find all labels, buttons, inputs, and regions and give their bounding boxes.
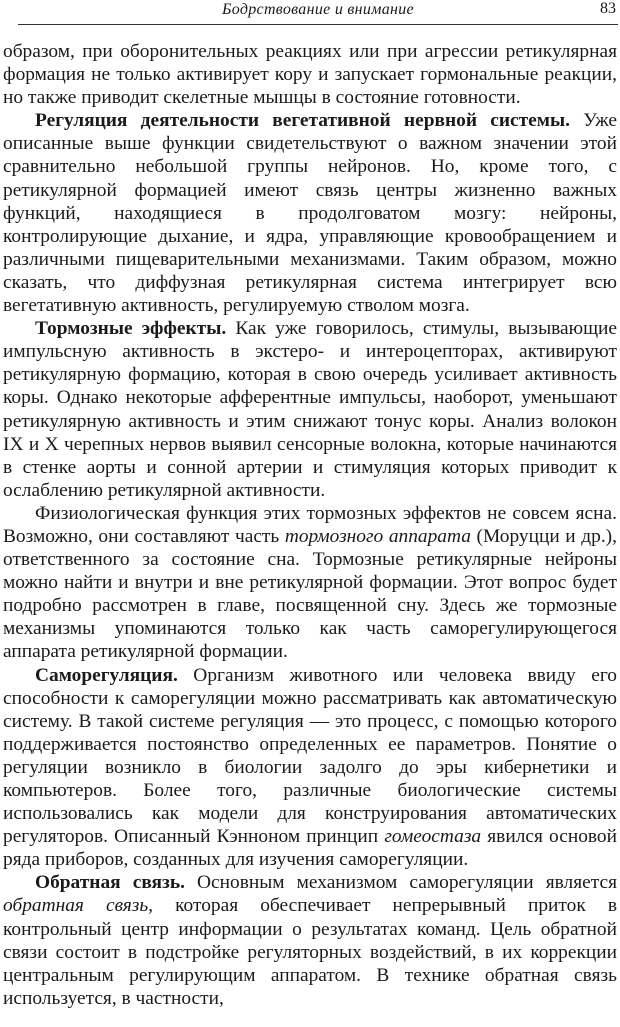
section-heading-feedback: Обратная связь.	[35, 872, 185, 894]
running-title: Бодрствование и внимание	[222, 1, 414, 18]
paragraph-text: которая обеспечивает непрерывный приток в контрольный центр информации о результатах команд. Цель обратной связи состоит в подстройке регуляторных воздействий, в их коррекции центральным регулирующим аппаратом. В технике обратная связь используется, в частности,	[3, 895, 617, 1009]
running-header	[18, 0, 618, 25]
paragraph-inhibitory-effects	[3, 317, 617, 502]
emphasized-term: тормозного аппарата	[284, 525, 471, 547]
section-heading-vegetative-regulation: Регуляция деятельности вегетативной нервной системы.	[35, 110, 570, 132]
paragraph-text: Как уже говорилось, стимулы, вызывающие импульсную активность в экстеро- и интероцепторах, активируют ретикулярную формацию, которая в свою очередь усиливает активность коры. Однако некоторые афферентные импульсы, наоборот, уменьшают ретикулярную активность и этим снижают тонус коры. Анализ волокон IX и X черепных нервов выявил сенсорные волокна, которые начинаются в стенке аорты и сонной артерии и стимуляция которых приводит к ослаблению ретикулярной активности.	[3, 318, 618, 501]
section-heading-inhibitory-effects: Тормозные эффекты.	[35, 318, 227, 340]
paragraph-text: Основным механизмом саморегуляции является	[184, 872, 617, 894]
paragraph-self-regulation	[3, 664, 617, 872]
paragraph-vegetative-regulation	[3, 109, 617, 317]
paragraph-text: Физиологическая функция этих тормозных эффектов не совсем ясна. Возможно, они составляют часть	[3, 502, 617, 547]
emphasized-term: гомеостаза	[384, 826, 482, 848]
paragraph-text: образом, при оборонительных реакциях или при агрессии ретикулярная формация не только активирует кору и запускает гормональные реакции, но также приводит скелетные мышцы в состояние готовности.	[3, 41, 617, 109]
page-number: 83	[600, 0, 616, 17]
paragraph-feedback	[3, 871, 617, 1010]
paragraph-text: явился основой ряда приборов, созданных для изучения саморегуляции.	[3, 826, 617, 871]
paragraph-continuation	[3, 40, 617, 109]
paragraph-text: (Моруцци и др.), ответственного за состояние сна. Тормозные ретикулярные нейроны можно найти и внутри и вне ретикулярной формации. Этот вопрос будет подробно рассмотрен в главе, посвященной сну. Здесь же тормозные механизмы упоминаются только как часть саморегулирующегося аппарата ретикулярной формации.	[3, 525, 617, 663]
section-heading-self-regulation: Саморегуляция.	[35, 664, 178, 686]
body-text	[3, 40, 617, 1010]
paragraph-text: Организм животного или человека ввиду его способности к саморегуляции можно рассматривать как автоматическую систему. В такой системе регуляция — это процесс, с помощью которого поддерживается постоянство определенных ее параметров. Понятие о регуляции возникло в биологии задолго до эры кибернетики и компьютеров. Более того, различные биологические системы использовались как модели для конструирования автоматических регуляторов. Описанный Кэнноном принцип	[3, 664, 617, 848]
paragraph-physiological-function	[3, 502, 617, 664]
emphasized-term: обратная связь,	[3, 895, 154, 917]
paragraph-text: Уже описанные выше функции свидетельствуют о важном значении этой сравнительно небольшой группы нейронов. Но, кроме того, с ретикулярной формацией имеют связь центры жизненно важных функций, находящиеся в продолговатом мозгу: нейроны, контролирующие дыхание, и ядра, управляющие кровообращением и различными пищеварительными механизмами. Таким образом, можно сказать, что диффузная ретикулярная система интегрирует всю вегетативную активность, регулируемую стволом мозга.	[3, 110, 617, 317]
